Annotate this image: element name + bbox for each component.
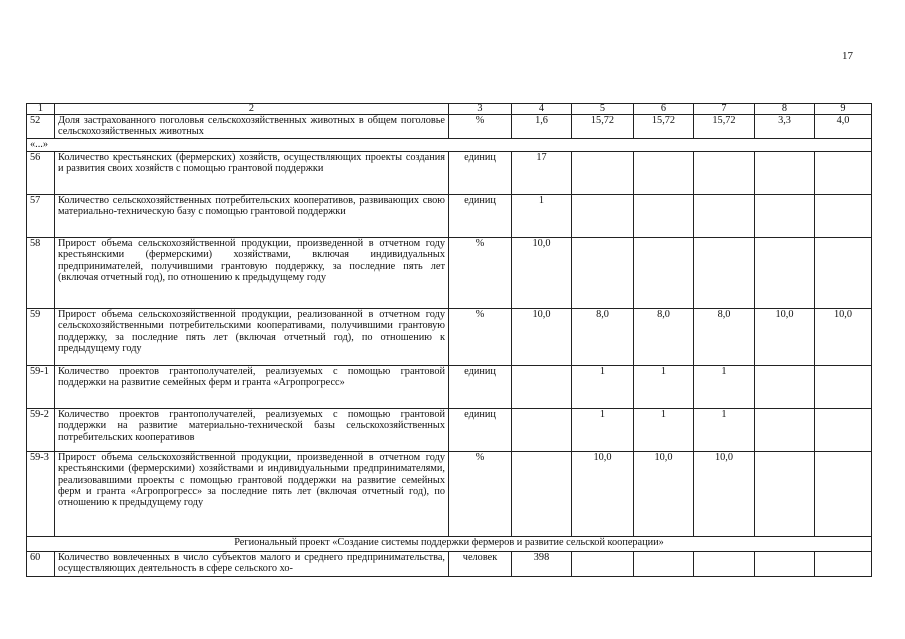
value-col4: 17: [512, 151, 572, 194]
value-col7: 10,0: [694, 451, 755, 536]
value-col8: [755, 151, 815, 194]
value-col7: [694, 551, 755, 576]
value-col4: [512, 408, 572, 451]
indicator-table: [26, 103, 872, 577]
column-header: 4: [512, 104, 572, 115]
section-title: Региональный проект «Создание системы поддержки фермеров и развитие сельской кооперации»: [27, 536, 872, 551]
row-number: 59: [27, 308, 55, 365]
value-col7: [694, 151, 755, 194]
table-row: [27, 237, 872, 308]
unit: человек: [449, 551, 512, 576]
value-col8: 3,3: [755, 115, 815, 139]
value-col5: [572, 551, 634, 576]
value-col6: [634, 194, 694, 237]
value-col9: [815, 151, 872, 194]
value-col9: 10,0: [815, 308, 872, 365]
row-number: 59-2: [27, 408, 55, 451]
unit: единиц: [449, 365, 512, 408]
unit: %: [449, 451, 512, 536]
value-col8: [755, 237, 815, 308]
value-col6: 10,0: [634, 451, 694, 536]
value-col4: 10,0: [512, 237, 572, 308]
value-col4: 398: [512, 551, 572, 576]
value-col8: 10,0: [755, 308, 815, 365]
value-col5: [572, 151, 634, 194]
column-number-row: [27, 104, 872, 115]
column-header: 9: [815, 104, 872, 115]
value-col5: 1: [572, 408, 634, 451]
value-col6: 1: [634, 408, 694, 451]
value-col5: 8,0: [572, 308, 634, 365]
row-number: 56: [27, 151, 55, 194]
column-header: 8: [755, 104, 815, 115]
row-number: 57: [27, 194, 55, 237]
indicator-name: Количество крестьянских (фермерских) хозяйств, осуществляющих проекты создания и развития своих хозяйств с помощью грантовой поддержки: [55, 151, 449, 194]
indicator-name: Количество вовлеченных в число субъектов малого и среднего предпринимательства, осуществляющих деятельность в сфере сельского хо-: [55, 551, 449, 576]
value-col6: 1: [634, 365, 694, 408]
table-row: [27, 115, 872, 139]
column-header: 6: [634, 104, 694, 115]
value-col9: [815, 551, 872, 576]
value-col9: [815, 194, 872, 237]
value-col5: [572, 194, 634, 237]
value-col7: 8,0: [694, 308, 755, 365]
unit: единиц: [449, 151, 512, 194]
value-col6: [634, 551, 694, 576]
unit: %: [449, 308, 512, 365]
column-header: 5: [572, 104, 634, 115]
value-col8: [755, 451, 815, 536]
value-col8: [755, 408, 815, 451]
value-col4: [512, 451, 572, 536]
ellipsis: «...»: [27, 138, 872, 151]
page-number: 17: [842, 50, 853, 62]
row-number: 58: [27, 237, 55, 308]
table-row: [27, 451, 872, 536]
value-col7: 15,72: [694, 115, 755, 139]
value-col4: 1,6: [512, 115, 572, 139]
indicator-name: Доля застрахованного поголовья сельскохозяйственных животных в общем поголовье сельскохозяйственных животных: [55, 115, 449, 139]
ellipsis-row: [27, 138, 872, 151]
table-row: [27, 151, 872, 194]
value-col7: 1: [694, 365, 755, 408]
value-col5: 10,0: [572, 451, 634, 536]
unit: %: [449, 115, 512, 139]
column-header: 2: [55, 104, 449, 115]
value-col6: [634, 151, 694, 194]
value-col6: [634, 237, 694, 308]
value-col5: [572, 237, 634, 308]
row-number: 60: [27, 551, 55, 576]
value-col9: [815, 451, 872, 536]
table-row: [27, 408, 872, 451]
column-header: 7: [694, 104, 755, 115]
value-col7: [694, 237, 755, 308]
value-col9: 4,0: [815, 115, 872, 139]
value-col7: [694, 194, 755, 237]
section-row: [27, 536, 872, 551]
indicator-name: Прирост объема сельскохозяйственной продукции, произведенной в отчетном году крестьянскими (фермерскими) хозяйствами и индивидуальными предпринимателями, реализовавшими проекты с помощью грантовой поддержки на развитие семейных ферм и гранта «Агропрогресс» за последние пять лет (включая отчетный год), по отношению к предыдущему году: [55, 451, 449, 536]
indicator-name: Прирост объема сельскохозяйственной продукции, реализованной в отчетном году сельскохозяйственными потребительскими кооперативами, получившими грантовую поддержку, за последние пять лет (включая отчетный год), по отношению к предыдущему году: [55, 308, 449, 365]
indicator-name: Количество проектов грантополучателей, реализуемых с помощью грантовой поддержки на развитие семейных ферм и гранта «Агропрогресс»: [55, 365, 449, 408]
row-number: 59-3: [27, 451, 55, 536]
row-number: 59-1: [27, 365, 55, 408]
table-row: [27, 194, 872, 237]
value-col8: [755, 551, 815, 576]
value-col9: [815, 408, 872, 451]
table-row: [27, 308, 872, 365]
table-row: [27, 551, 872, 576]
column-header: 1: [27, 104, 55, 115]
value-col4: 10,0: [512, 308, 572, 365]
value-col9: [815, 365, 872, 408]
value-col5: 1: [572, 365, 634, 408]
value-col4: 1: [512, 194, 572, 237]
indicator-name: Количество проектов грантополучателей, реализуемых с помощью грантовой поддержки на развитие материально-технической базы сельскохозяйственных потребительских кооперативов: [55, 408, 449, 451]
value-col8: [755, 365, 815, 408]
value-col4: [512, 365, 572, 408]
unit: единиц: [449, 194, 512, 237]
value-col9: [815, 237, 872, 308]
column-header: 3: [449, 104, 512, 115]
value-col8: [755, 194, 815, 237]
unit: единиц: [449, 408, 512, 451]
value-col6: 8,0: [634, 308, 694, 365]
value-col5: 15,72: [572, 115, 634, 139]
indicator-name: Количество сельскохозяйственных потребительских кооперативов, развивающих свою материально-техническую базу с помощью грантовой поддержки: [55, 194, 449, 237]
unit: %: [449, 237, 512, 308]
row-number: 52: [27, 115, 55, 139]
value-col6: 15,72: [634, 115, 694, 139]
indicator-name: Прирост объема сельскохозяйственной продукции, произведенной в отчетном году крестьянскими (фермерскими) хозяйствами, включая индивидуальных предпринимателей, получившими грантовую поддержку, за последние пять лет (включая отчетный год), по отношению к предыдущему году: [55, 237, 449, 308]
value-col7: 1: [694, 408, 755, 451]
table-row: [27, 365, 872, 408]
